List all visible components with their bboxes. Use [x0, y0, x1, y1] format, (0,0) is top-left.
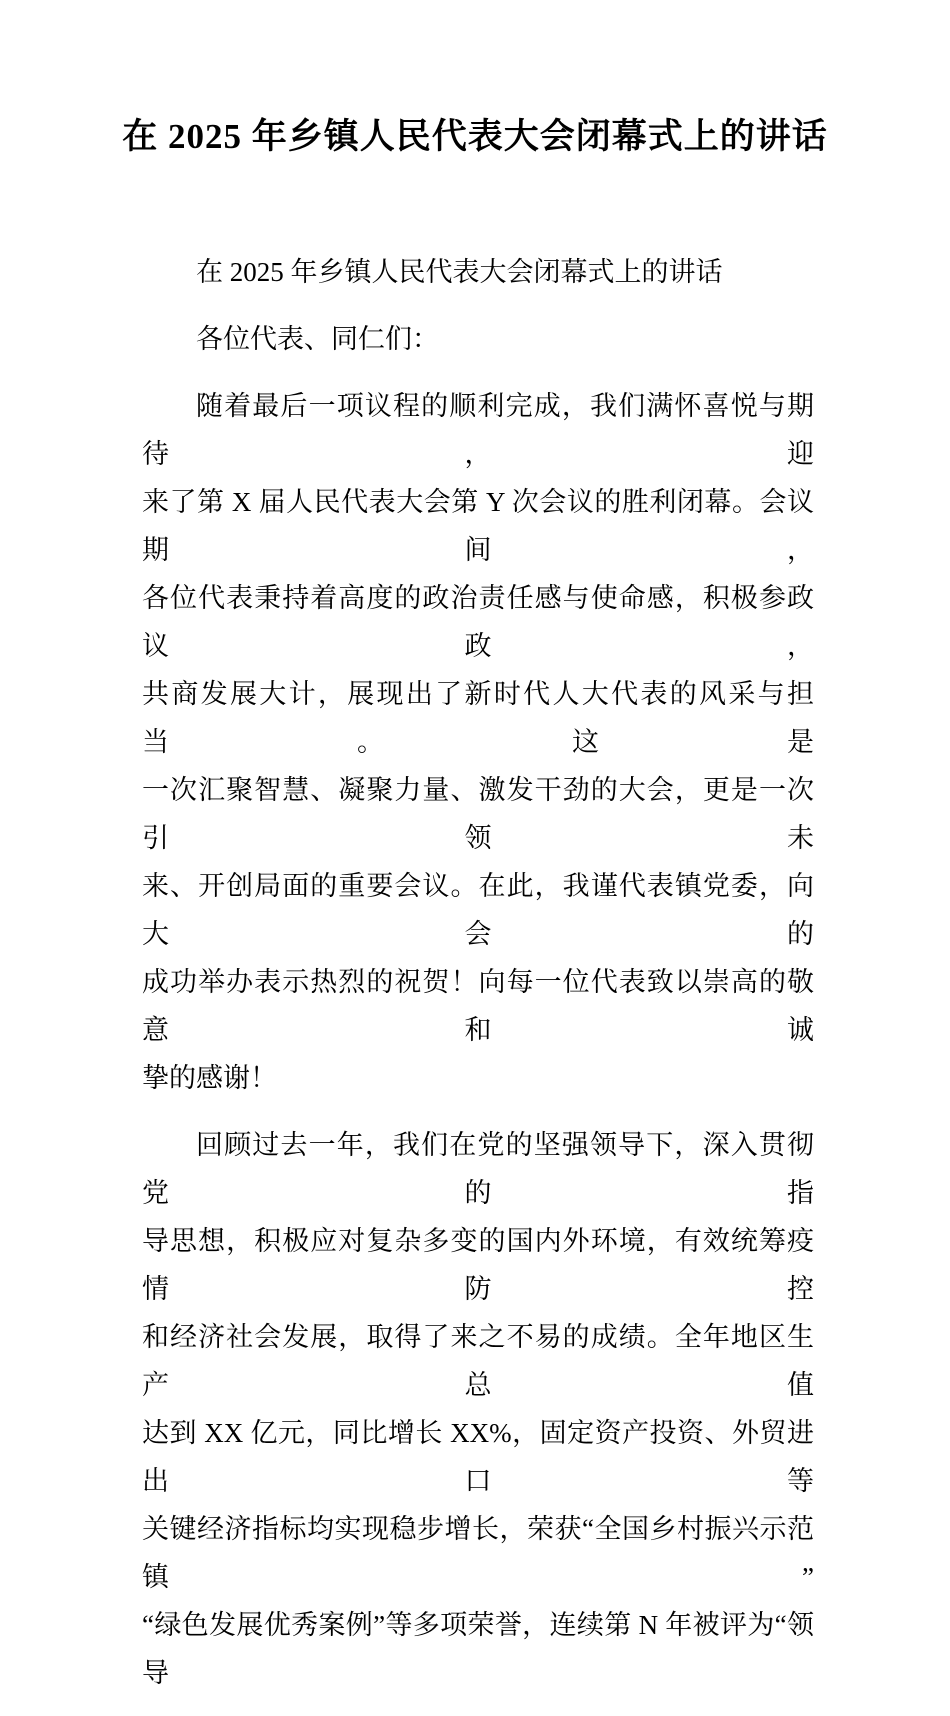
text-line: 各位代表、同仁们：: [196, 324, 439, 354]
salutation: [142, 315, 814, 363]
text-line: 回顾过去一年，我们在党的坚强领导下，深入贯彻党的指: [142, 1130, 814, 1208]
subtitle-line: [142, 248, 814, 296]
text-line: 来了第 X 届人民代表大会第 Y 次会议的胜利闭幕。会议期间，: [142, 487, 814, 565]
text-line: 达到 XX 亿元，同比增长 XX%，固定资产投资、外贸进出口等: [142, 1418, 814, 1496]
text-line: 随着最后一项议程的顺利完成，我们满怀喜悦与期待，迎: [142, 391, 814, 469]
text-line: 各位代表秉持着高度的政治责任感与使命感，积极参政议政，: [142, 583, 814, 661]
text-line: 共商发展大计，展现出了新时代人大代表的风采与担当。这是: [142, 679, 814, 757]
text-line: 成功举办表示热烈的祝贺！向每一位代表致以崇高的敬意和诚: [142, 967, 814, 1045]
text-line: 导思想，积极应对复杂多变的国内外环境，有效统筹疫情防控: [142, 1226, 814, 1304]
text-line: 关键经济指标均实现稳步增长，荣获“全国乡村振兴示范镇”: [142, 1514, 814, 1592]
text-line: 挚的感谢！: [142, 1063, 277, 1093]
text-line: 一次汇聚智慧、凝聚力量、激发干劲的大会，更是一次引领未: [142, 775, 814, 853]
text-line: 在 2025 年乡镇人民代表大会闭幕式上的讲话: [196, 257, 723, 287]
text-line: 和经济社会发展，取得了来之不易的成绩。全年地区生产总值: [142, 1322, 814, 1400]
body-paragraph-2: [142, 1121, 814, 1697]
document-body: [142, 248, 814, 1716]
document-title: 在 2025 年乡镇人民代表大会闭幕式上的讲话: [122, 117, 828, 156]
text-line: “绿色发展优秀案例”等多项荣誉，连续第 N 年被评为“领导: [142, 1610, 814, 1688]
body-paragraph-1: [142, 382, 814, 1102]
text-line: 来、开创局面的重要会议。在此，我谨代表镇党委，向大会的: [142, 871, 814, 949]
